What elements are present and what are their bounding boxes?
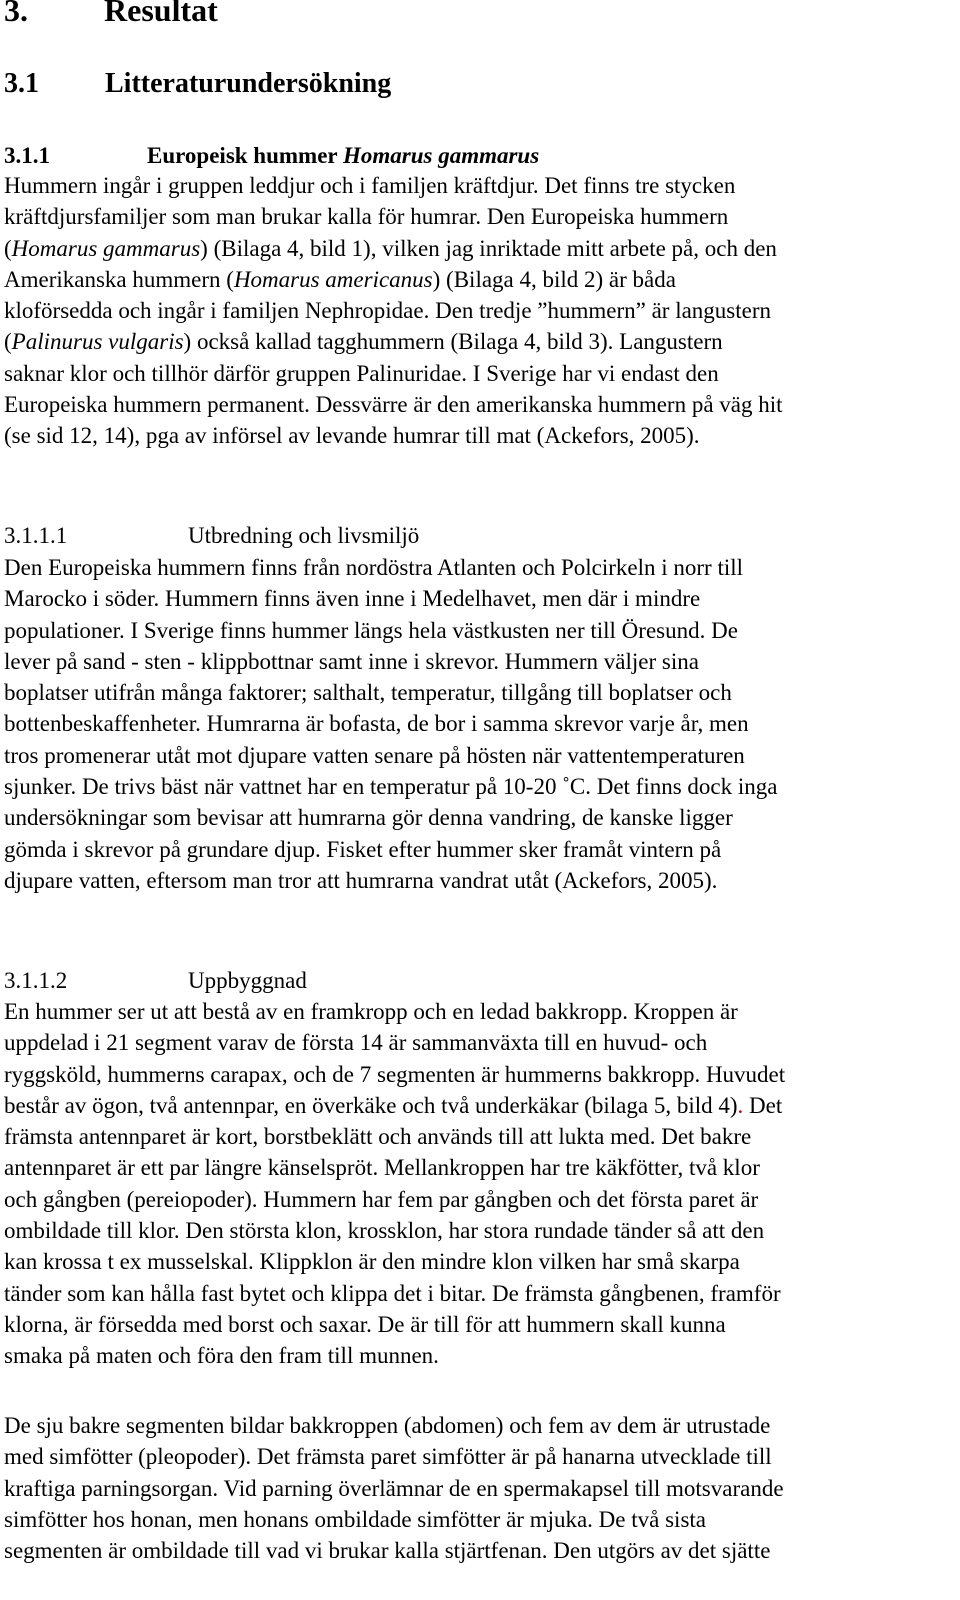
text-line: lever på sand - sten - klippbottnar samt inne i skrevor. Hummern väljer sina — [4, 648, 699, 674]
text-line: djupare vatten, eftersom man tror att humrarna vandrat utåt (Ackefors, 2005). — [4, 867, 718, 893]
text-line: bottenbeskaffenheter. Humrarna är bofasta, de bor i samma skrevor varje år, men — [4, 711, 749, 737]
paragraph-bakkropp — [4, 1410, 784, 1566]
section-title: Litteraturundersökning — [105, 68, 392, 99]
text-line: simfötter hos honan, men honans ombildade simfötter är mjuka. De två sista — [4, 1506, 706, 1532]
text-line: segmenten är ombildade till vad vi brukar kalla stjärtfenan. Den utgörs av det sjätte — [4, 1538, 771, 1564]
text-line: klorna, är försedda med borst och saxar. De är till för att hummern skall kunna — [4, 1311, 726, 1337]
species-name: Palinurus vulgaris — [11, 329, 184, 355]
text-line: kan krossa t ex musselskal. Klippklon är den mindre klon vilken har små skarpa — [4, 1249, 740, 1275]
paragraph-utbredning — [4, 552, 777, 896]
text-line: uppdelad i 21 segment varav de första 14 är sammanväxta till en huvud- och — [4, 1030, 708, 1056]
text-line: främsta antennparet är kort, borstbeklätt och används till att lukta med. Det bakre — [4, 1124, 752, 1150]
subsection-title: Europeisk hummer — [147, 143, 338, 168]
text-line: och gångben (pereiopoder). Hummern har fem par gångben och det första paret är — [4, 1186, 759, 1212]
text-line: Den Europeiska hummern finns från nordöstra Atlanten och Polcirkeln i norr till — [4, 555, 744, 580]
text-line: En hummer ser ut att bestå av en framkropp och en ledad bakkropp. Kroppen är — [4, 999, 738, 1024]
text-line: antennparet är ett par längre känselspröt. Mellankroppen har tre käkfötter, två klor — [4, 1155, 760, 1181]
subsubsection-number: 3.1.1.1 — [4, 523, 68, 548]
text-line: kloförsedda och ingår i familjen Nephropidae. Den tredje ”hummern” är langustern — [4, 298, 772, 324]
text-line: smaka på maten och föra den fram till munnen. — [4, 1343, 439, 1369]
paragraph-uppbyggnad — [4, 996, 785, 1372]
subsubsection-heading-uppbyggnad — [4, 965, 307, 996]
text-line: Amerikanska hummern (Homarus americanus) (Bilaga 4, bild 2) är båda — [4, 266, 676, 292]
text-line: gömda i skrevor på grundare djup. Fisket efter hummer sker framåt vintern på — [4, 836, 722, 862]
text-line: (Homarus gammarus) (Bilaga 4, bild 1), vilken jag inriktade mitt arbete på, och den — [4, 235, 777, 261]
text-line: tänder som kan hålla fast bytet och klippa det i bitar. De främsta gångbenen, framför — [4, 1280, 781, 1306]
text-line: (se sid 12, 14), pga av införsel av levande humrar till mat (Ackefors, 2005). — [4, 423, 700, 449]
paragraph-hummer-intro — [4, 170, 783, 452]
text-line: består av ögon, två antennpar, en överkäke och två underkäkar (bilaga 5, bild 4). Det — [4, 1092, 783, 1118]
text-line: tros promenerar utåt mot djupare vatten senare på hösten när vattentemperaturen — [4, 742, 745, 768]
species-name: Homarus americanus — [233, 266, 433, 292]
text-line: Hummern ingår i gruppen leddjur och i familjen kräftdjur. Det finns tre stycken — [4, 173, 736, 198]
text-line: kraftiga parningsorgan. Vid parning överlämnar de en spermakapsel till motsvarande — [4, 1475, 784, 1501]
section-heading — [4, 68, 391, 100]
text-line: De sju bakre segmenten bildar bakkroppen (abdomen) och fem av dem är utrustade — [4, 1413, 771, 1438]
text-line: populationer. I Sverige finns hummer längs hela västkusten ner till Öresund. De — [4, 617, 738, 643]
text-line: kräftdjursfamiljer som man brukar kalla för humrar. Den Europeiska hummern — [4, 204, 729, 230]
text-line: Marocko i söder. Hummern finns även inne i Medelhavet, men där i mindre — [4, 586, 701, 612]
subsubsection-title: Utbredning och livsmiljö — [188, 523, 420, 548]
subsubsection-heading-utbredning — [4, 520, 419, 551]
text-line: (Palinurus vulgaris) också kallad tagghummern (Bilaga 4, bild 3). Langustern — [4, 329, 723, 355]
chapter-title: Resultat — [104, 0, 218, 28]
text-line: saknar klor och tillhör därför gruppen Palinuridae. I Sverige har vi endast den — [4, 360, 719, 386]
subsubsection-title: Uppbyggnad — [188, 968, 307, 993]
section-number: 3.1 — [4, 68, 39, 99]
species-name: Homarus gammarus — [11, 235, 201, 261]
text-line: sjunker. De trivs bäst när vattnet har en temperatur på 10-20 ˚C. Det finns dock inga — [4, 774, 778, 800]
text-line: undersökningar som bevisar att humrarna gör denna vandring, de kanske ligger — [4, 805, 733, 831]
document-page — [4, 0, 956, 1564]
subsubsection-number: 3.1.1.2 — [4, 968, 68, 993]
subsection-heading — [4, 142, 539, 170]
text-line: ombildade till klor. Den största klon, krossklon, har stora rundade tänder så att den — [4, 1218, 765, 1244]
text-line: boplatser utifrån många faktorer; salthalt, temperatur, tillgång till boplatser och — [4, 680, 732, 706]
text-line: ryggsköld, hummerns carapax, och de 7 segmenten är hummerns bakkropp. Huvudet — [4, 1061, 786, 1087]
chapter-heading — [4, 0, 956, 26]
text-line: Europeiska hummern permanent. Dessvärre är den amerikanska hummern på väg hit — [4, 392, 783, 418]
chapter-number: 3. — [4, 0, 28, 28]
red-mark: . — [737, 1092, 744, 1118]
subsection-number: 3.1.1 — [4, 143, 50, 168]
subsection-title-species: Homarus gammarus — [342, 143, 540, 168]
text-line: med simfötter (pleopoder). Det främsta paret simfötter är på hanarna utvecklade till — [4, 1444, 772, 1470]
